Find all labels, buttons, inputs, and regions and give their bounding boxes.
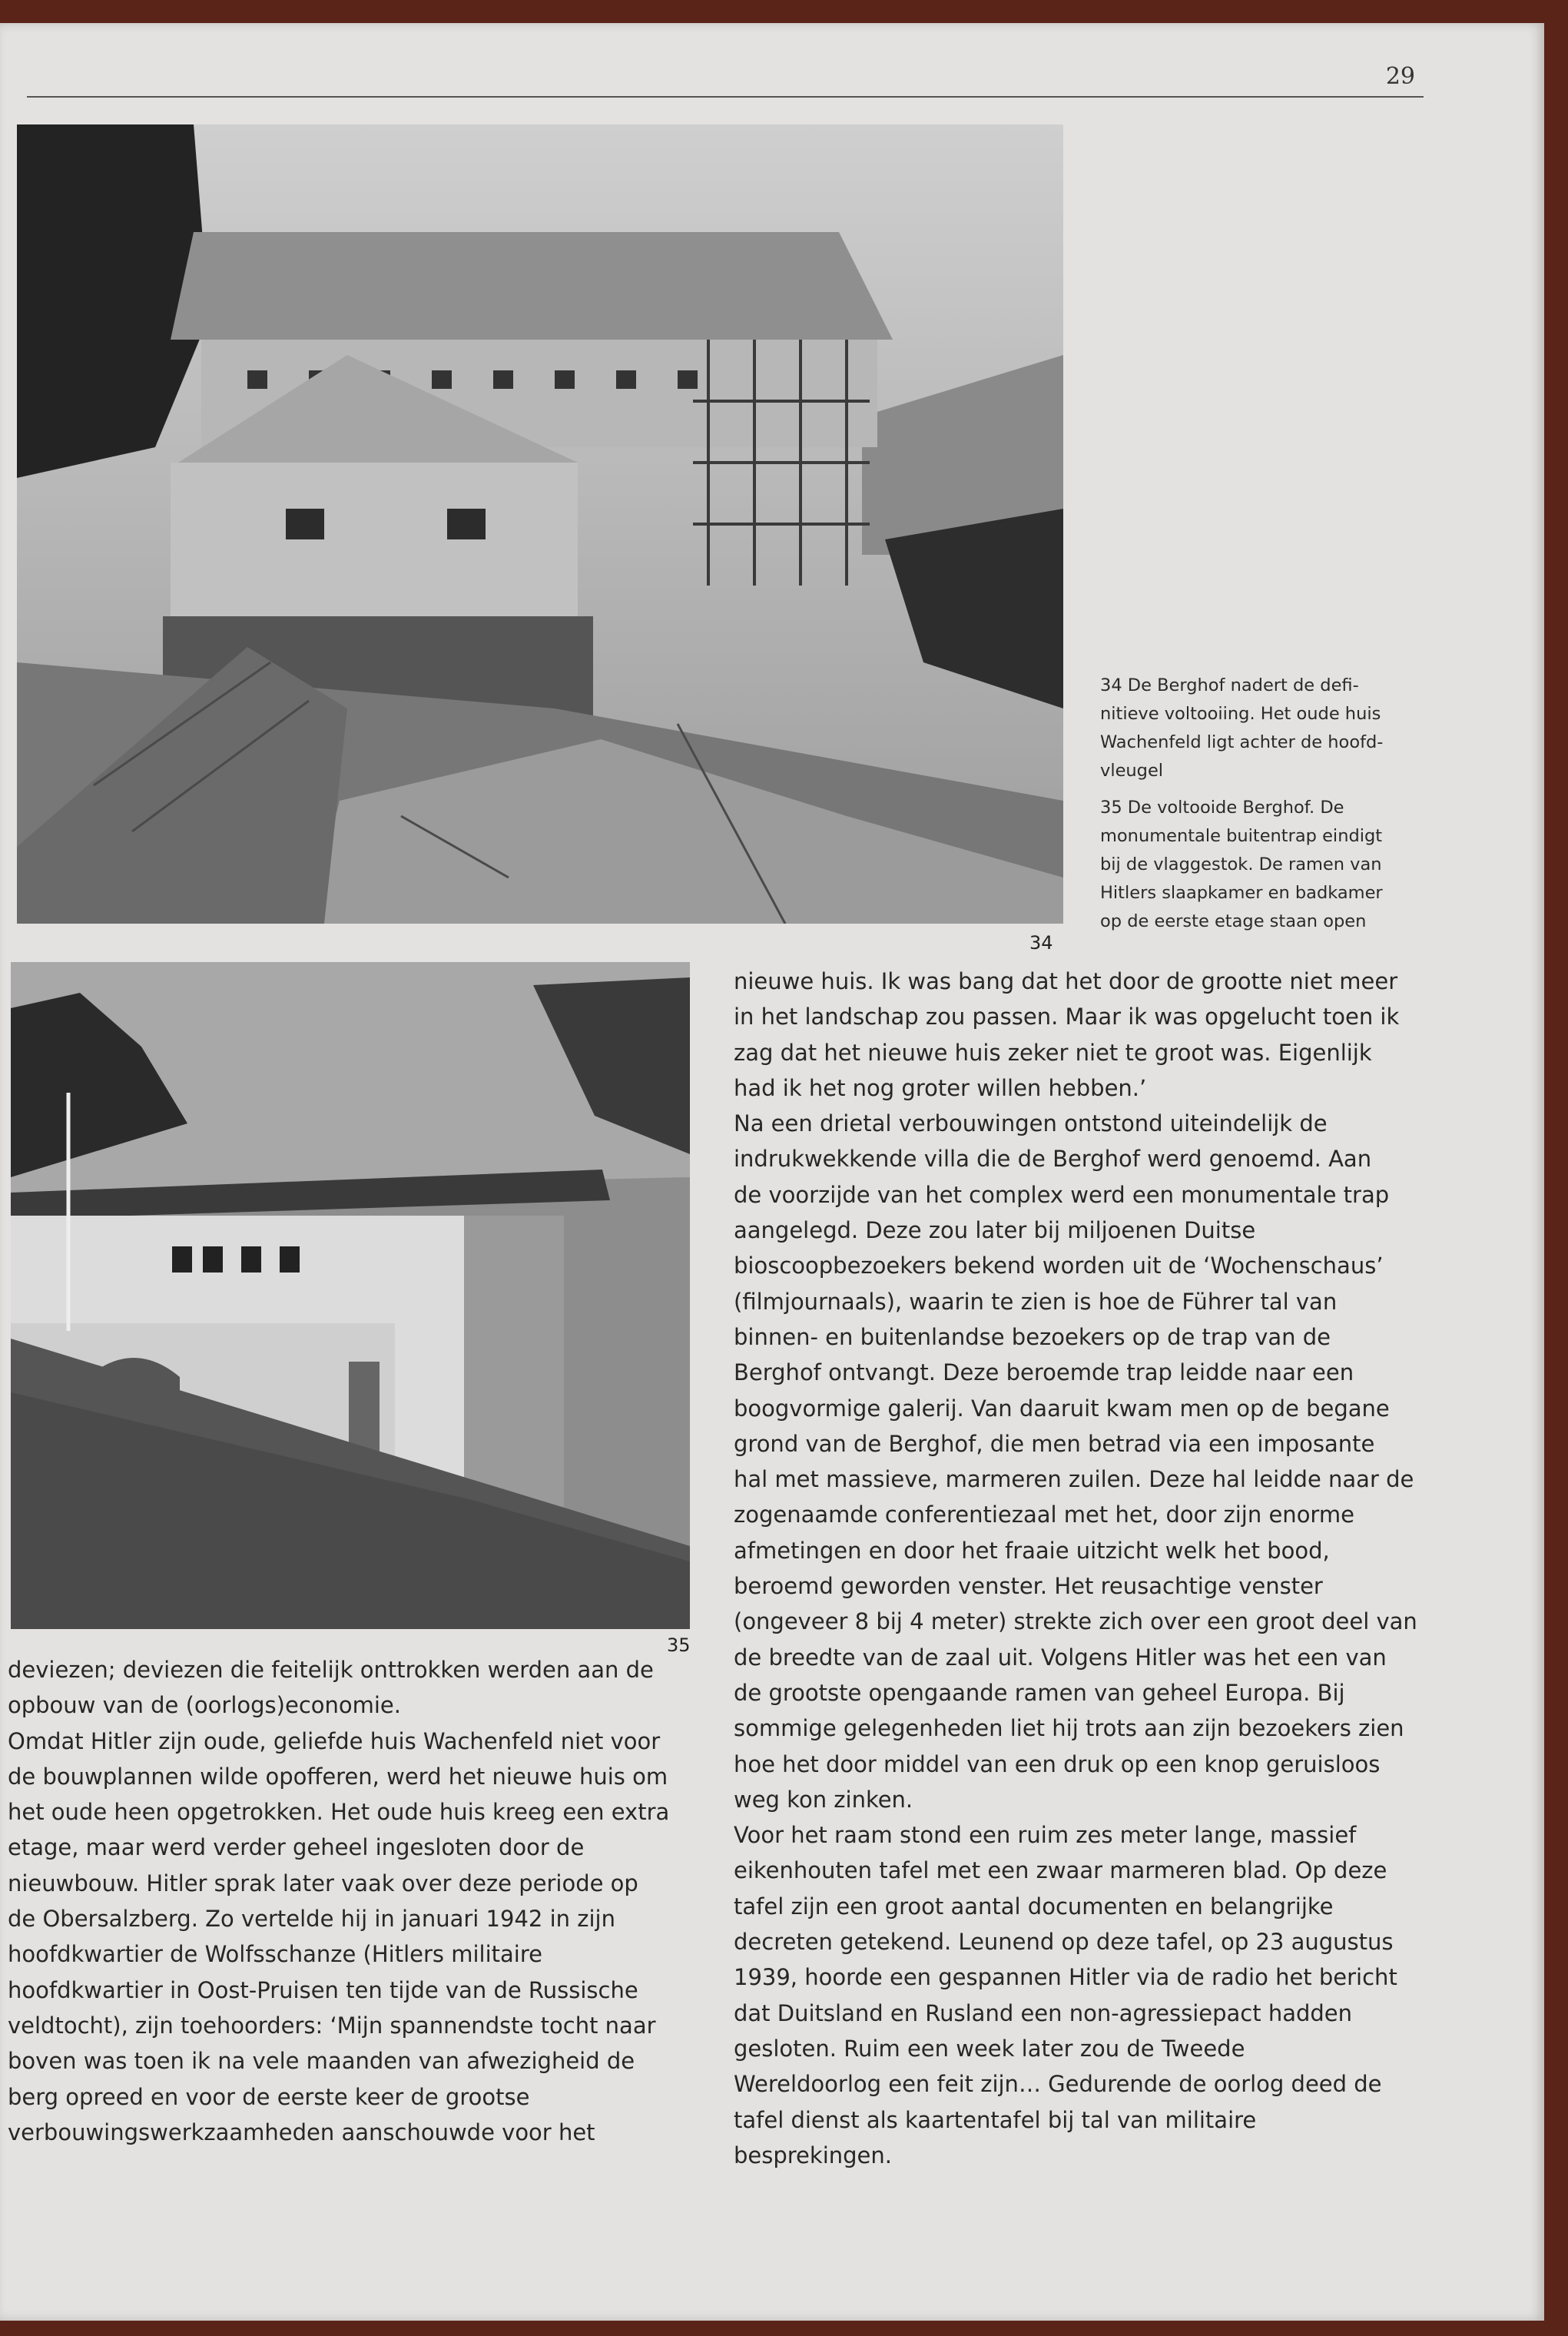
- text-line: hoe het door middel van een druk op een knop geruisloos: [734, 1750, 1381, 1777]
- caption-line: vleugel: [1100, 761, 1164, 781]
- text-line: de bouwplannen wilde opofferen, werd het nieuwe huis om: [8, 1763, 668, 1790]
- caption-line: nitieve voltooiing. Het oude huis: [1100, 704, 1381, 724]
- text-line: boven was toen ik na vele maanden van afwezigheid de: [8, 2048, 635, 2075]
- text-line: veldtocht), zijn toehoorders: ‘Mijn spannendste tocht naar: [8, 2012, 656, 2039]
- caption-line: op de eerste etage staan open: [1100, 911, 1367, 931]
- caption-34: [1100, 672, 1423, 785]
- text-line: indrukwekkende villa die de Berghof werd genoemd. Aan: [734, 1146, 1372, 1173]
- page-number: 29: [1385, 63, 1415, 90]
- text-line: (filmjournaals), waarin te zien is hoe de Führer tal van: [734, 1288, 1338, 1315]
- text-line: afmetingen en door het fraaie uitzicht welk het bood,: [734, 1537, 1330, 1564]
- header-rule: [27, 96, 1424, 98]
- text-line: eikenhouten tafel met een zwaar marmeren blad. Op deze: [734, 1857, 1387, 1884]
- caption-line: monumentale buitentrap eindigt: [1100, 826, 1383, 846]
- text-line: Berghof ontvangt. Deze beroemde trap leidde naar een: [734, 1359, 1354, 1386]
- text-line: besprekingen.: [734, 2142, 892, 2168]
- text-line: de Obersalzberg. Zo vertelde hij in januari 1942 in zijn: [8, 1906, 615, 1933]
- caption-line: 35 De voltooide Berghof. De: [1100, 798, 1344, 818]
- photo-berghof-construction: [17, 124, 1063, 924]
- text-line: Voor het raam stond een ruim zes meter lange, massief: [734, 1822, 1357, 1849]
- text-line: tafel dienst als kaartentafel bij tal van militaire: [734, 2106, 1257, 2133]
- text-line: Omdat Hitler zijn oude, geliefde huis Wachenfeld niet voor: [8, 1727, 661, 1754]
- text-line: decreten getekend. Leunend op deze tafel, op 23 augustus: [734, 1929, 1394, 1956]
- figure-number-34: 34: [1029, 932, 1053, 954]
- text-line: opbouw van de (oorlogs)economie.: [8, 1692, 401, 1719]
- text-line: binnen- en buitenlandse bezoekers op de trap van de: [734, 1323, 1331, 1350]
- text-line: sommige gelegenheden liet hij trots aan zijn bezoekers zien: [734, 1715, 1404, 1742]
- text-line: etage, maar werd verder geheel ingesloten door de: [8, 1834, 585, 1861]
- text-line: tafel zijn een groot aantal documenten en belangrijke: [734, 1893, 1334, 1920]
- text-line: hoofdkwartier in Oost-Pruisen ten tijde van de Russische: [8, 1976, 638, 2003]
- text-line: (ongeveer 8 bij 4 meter) strekte zich over een groot deel van: [734, 1608, 1417, 1635]
- text-line: gesloten. Ruim een week later zou de Tweede: [734, 2035, 1245, 2062]
- text-line: het oude heen opgetrokken. Het oude huis kreeg een extra: [8, 1799, 670, 1826]
- text-line: bioscoopbezoekers bekend worden uit de ‘Wochenschaus’: [734, 1253, 1384, 1279]
- text-line: hoofdkwartier de Wolfsschanze (Hitlers militaire: [8, 1941, 542, 1968]
- text-line: Wereldoorlog een feit zijn… Gedurende de oorlog deed de: [734, 2071, 1382, 2098]
- body-text-left-column: [8, 1652, 669, 2150]
- text-line: weg kon zinken.: [734, 1786, 913, 1813]
- text-line: zogenaamde conferentiezaal met het, door zijn enorme: [734, 1501, 1354, 1528]
- text-line: de voorzijde van het complex werd een monumentale trap: [734, 1181, 1390, 1208]
- text-line: nieuwe huis. Ik was bang dat het door de grootte niet meer: [734, 968, 1398, 994]
- text-line: nieuwbouw. Hitler sprak later vaak over deze periode op: [8, 1870, 638, 1896]
- photo-34-illustration: [17, 124, 1063, 924]
- caption-line: Hitlers slaapkamer en badkamer: [1100, 883, 1383, 903]
- text-line: boogvormige galerij. Van daaruit kwam men op de begane: [734, 1395, 1390, 1422]
- caption-line: bij de vlaggestok. De ramen van: [1100, 854, 1382, 874]
- text-line: had ik het nog groter willen hebben.’: [734, 1074, 1147, 1101]
- photo-berghof-completed: [11, 962, 690, 1629]
- text-line: zag dat het nieuwe huis zeker niet te groot was. Eigenlijk: [734, 1039, 1372, 1066]
- text-line: 1939, hoorde een gespannen Hitler via de radio het bericht: [734, 1964, 1397, 1991]
- text-line: dat Duitsland en Rusland een non-agressiepact hadden: [734, 1999, 1353, 2026]
- text-line: grond van de Berghof, die men betrad via een imposante: [734, 1430, 1375, 1457]
- text-line: aangelegd. Deze zou later bij miljoenen Duitse: [734, 1217, 1256, 1244]
- text-line: in het landschap zou passen. Maar ik was opgelucht toen ik: [734, 1004, 1400, 1030]
- caption-line: Wachenfeld ligt achter de hoofd-: [1100, 732, 1384, 752]
- text-line: berg opreed en voor de eerste keer de grootse: [8, 2083, 530, 2110]
- text-line: beroemd geworden venster. Het reusachtige venster: [734, 1573, 1323, 1600]
- text-line: de breedte van de zaal uit. Volgens Hitler was het een van: [734, 1644, 1387, 1671]
- text-line: Na een drietal verbouwingen ontstond uiteindelijk de: [734, 1110, 1328, 1137]
- photo-35-illustration: [11, 962, 690, 1629]
- text-line: hal met massieve, marmeren zuilen. Deze hal leidde naar de: [734, 1466, 1414, 1493]
- book-page: [0, 23, 1544, 2321]
- text-line: de grootste opengaande ramen van geheel Europa. Bij: [734, 1679, 1345, 1706]
- text-line: deviezen; deviezen die feitelijk onttrokken werden aan de: [8, 1657, 654, 1683]
- body-text-right-column: [734, 964, 1417, 2173]
- figure-number-35: 35: [667, 1634, 691, 1656]
- caption-35: [1100, 794, 1423, 936]
- caption-line: 34 De Berghof nadert de defi-: [1100, 675, 1359, 695]
- text-line: verbouwingswerkzaamheden aanschouwde voor het: [8, 2119, 595, 2145]
